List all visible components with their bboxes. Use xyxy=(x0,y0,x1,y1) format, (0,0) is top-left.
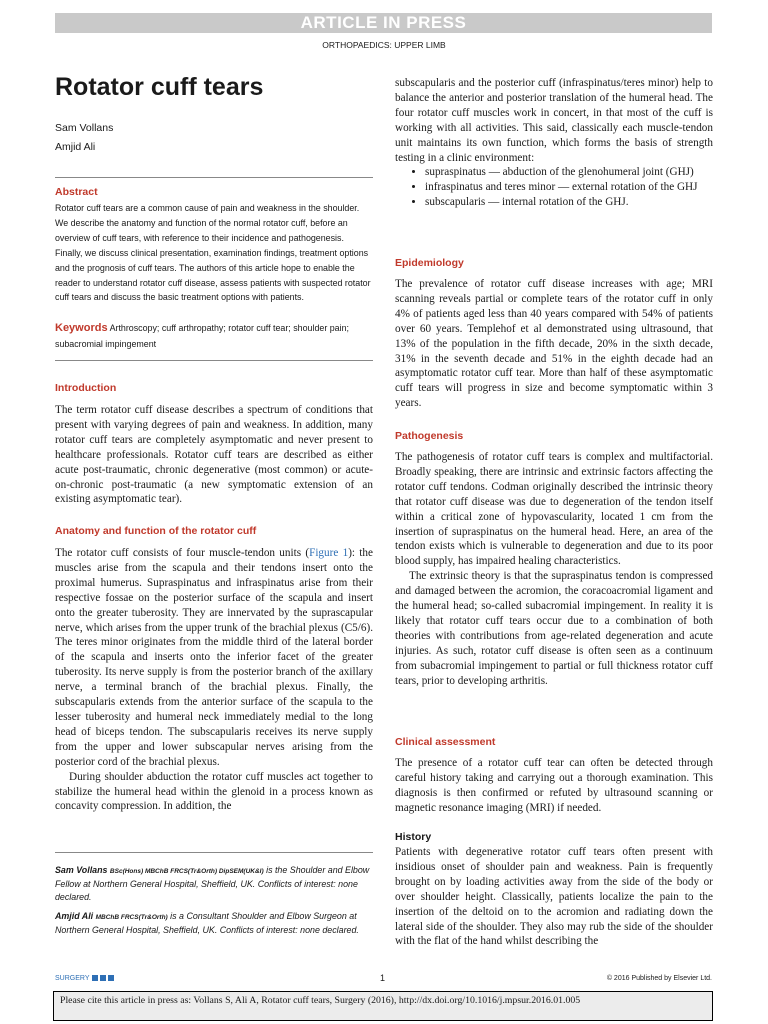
list-item: • infraspinatus and teres minor — external rotation of the GHJ xyxy=(425,180,713,195)
epidemiology-text xyxy=(395,277,713,411)
introduction-text xyxy=(55,403,373,507)
clinical-assessment-heading: Clinical assessment xyxy=(395,736,496,748)
abstract-bottom-rule xyxy=(55,360,373,361)
history-text xyxy=(395,845,713,949)
clinical-assessment-text xyxy=(395,756,713,816)
affil-text-1: is the Shoulder and Elbow Fellow at Northern General Hospital, Sheffield, UK. Conflicts of interest: none declared. xyxy=(55,865,370,902)
keywords xyxy=(55,320,373,352)
journal-label: SURGERY xyxy=(55,975,90,982)
journal-name xyxy=(55,975,114,982)
citation-box xyxy=(53,991,713,1021)
affil-quals-1: BSc(Hons) MBChB FRCS(Tr&Orth) DipSEM(UK&I) xyxy=(109,868,264,875)
epidemiology-paragraph: The prevalence of rotator cuff disease increases with age; MRI scanning reveals partial or complete tears of the rotator cuff in only 4% of patients aged less than 40 years compared with 54% of patients over 60 years. Templehof et al demonstrated using ultrasound, that 13% of the population in the fifth decade, 20% in the sixth decade, 31% in the seventh decade and 51% in the eighth decade had an asymptomatic rotator cuff tear. More than half of these asymptomatic cuff tears will progress in size and become symptomatic within 3 years. xyxy=(395,278,713,410)
clinical-assessment-paragraph: The presence of a rotator cuff tear can often be detected through careful history taking and carrying out a thorough examination. This diagnosis is then confirmed or refuted by ultrasound scanning or magnetic resonance imaging (MRI) if needed. xyxy=(395,757,713,814)
copyright: © 2016 Published by Elsevier Ltd. xyxy=(606,975,712,982)
keywords-text: Arthroscopy; cuff arthropathy; rotator cuff tear; shoulder pain; subacromial impingement xyxy=(55,323,349,349)
abstract-text: Rotator cuff tears are a common cause of pain and weakness in the shoulder. We describe the anatomy and function of the normal rotator cuff, before an overview of cuff tears, with reference to their incidence and pathogenesis. Finally, we discuss clinical presentation, examination findings, treatment options and the prognosis of cuff tears. The authors of this article hope to enable the reader to understand rotator cuff disease, assess patients with suspected rotator cuff tears and discuss the basic treatment options with patients. xyxy=(55,203,371,303)
anatomy-paragraph-3: subscapularis and the posterior cuff (infraspinatus/teres minor) help to balance the anterior and posterior translation of the humeral head. The four rotator cuff muscles work in concert, in that most of the cuff is working with all activities. This said, classically each muscle-tendon unit maintains its own function, which forms the basis of strength testing in a clinic environment: xyxy=(395,77,713,164)
muscle-function-list xyxy=(395,165,713,210)
list-item: • subscapularis — internal rotation of the GHJ. xyxy=(425,195,713,210)
affil-quals-2: MBChB FRCS(Tr&Orth) xyxy=(95,914,168,921)
affiliation-ali xyxy=(55,910,373,937)
pathogenesis-heading: Pathogenesis xyxy=(395,430,464,442)
keywords-label: Keywords xyxy=(55,322,108,334)
journal-squares-icon xyxy=(90,975,114,982)
author-1: Sam Vollans xyxy=(55,122,114,134)
article-in-press-banner: ARTICLE IN PRESS xyxy=(55,13,712,33)
running-head: ORTHOPAEDICS: UPPER LIMB xyxy=(322,40,446,50)
introduction-heading: Introduction xyxy=(55,382,117,394)
anatomy-text xyxy=(55,546,373,814)
pathogenesis-paragraph-1: The pathogenesis of rotator cuff tears is complex and multifactorial. Broadly speaking, there are intrinsic and extrinsic factors affecting the rotator cuff tendons. Codman originally described the intrinsic theory that rotator cuff disease was due to degeneration of the tendon itself within a critical zone of hypovascularity, located 1 cm from the insertion of supraspinatus on the humeral head. Here, an area of the tendon exists which is vulnerable to degeneration and due to its poor blood supply, has impaired healing characteristics. xyxy=(395,451,713,568)
pathogenesis-paragraph-2: The extrinsic theory is that the supraspinatus tendon is compressed and damaged between the acromion, the coracoacromial ligament and the humeral head; so-called subacromial impingement. In reality it is likely that rotator cuff tears occur due to a combination of both theories with contributions from age-related degeneration and acute injuries. As such, rotator cuff disease is often seen as a continuum from subacromial impingement to partial or full thickness rotator cuff tears, prior to developing arthritis. xyxy=(395,570,713,687)
history-heading: History xyxy=(395,831,432,843)
affil-text-2: is a Consultant Shoulder and Elbow Surgeon at Northern General Hospital, Sheffield, UK. Conflicts of interest: none declared. xyxy=(55,911,359,935)
affiliation-vollans xyxy=(55,864,373,904)
abstract-heading: Abstract xyxy=(55,186,98,198)
author-2: Amjid Ali xyxy=(55,141,96,153)
abstract-top-rule xyxy=(55,177,373,178)
introduction-paragraph: The term rotator cuff disease describes a spectrum of conditions that present with varying degrees of pain and weakness. In addition, many rotator cuff tears are completely asymptomatic and never present to healthcare professionals. Rotator cuff tears are described as either acute post-traumatic, chronic degenerative (most common) or acute-on-chronic post-traumatic (a new symptomatic extension of an existing asymptomatic tear). xyxy=(55,404,373,506)
anatomy-heading: Anatomy and function of the rotator cuff xyxy=(55,525,257,537)
affil-name-1: Sam Vollans xyxy=(55,865,108,875)
anatomy-p1-start: The rotator cuff consists of four muscle-tendon units ( xyxy=(55,547,310,559)
citation-text: Please cite this article in press as: Vollans S, Ali A, Rotator cuff tears, Surgery (2016), http://dx.doi.org/10.1016/j.mpsur.2016.01.005 xyxy=(60,995,581,1006)
affiliation-rule xyxy=(55,852,373,853)
page-number: 1 xyxy=(380,973,386,983)
anatomy-paragraph-1 xyxy=(55,546,373,770)
figure-1-link[interactable]: Figure 1 xyxy=(309,547,349,559)
list-item: • supraspinatus — abduction of the glenohumeral joint (GHJ) xyxy=(425,165,713,180)
epidemiology-heading: Epidemiology xyxy=(395,257,464,269)
pathogenesis-text xyxy=(395,450,713,689)
affil-name-2: Amjid Ali xyxy=(55,911,94,921)
history-paragraph: Patients with degenerative rotator cuff tears often present with insidious onset of shoulder pain and weakness. Pain is frequently brought on by loading activities away from the side of the body or over shoulder height. Classically, patients localize the pain to the insertion of the deltoid on to the acromion and radiating down the lateral side of the shoulder. They also may rub the side of the shoulder with the flat of the hand whilst describing the xyxy=(395,846,713,948)
anatomy-p1-rest: ): the muscles arise from the scapula and their tendons insert onto the proximal humerus. Supraspinatus and infraspinatus arise from their respective fossae on the posterior surface of the scapula and insert onto the greater tuberosity. They are innervated by the suprascapular nerve, which arises from the upper trunk of the brachial plexus (C5/6). The teres minor originates from the middle third of the lateral border of the scapula and inserts onto the inferior facet of the greater tuberosity. Its nerve supply is from the posterior branch of the axillary nerve, a terminal branch of the brachial plexus. Finally, the subscapularis extends from the anterior surface of the scapula to the lesser tuberosity and humeral neck immediately medial to the long head of biceps tendon. The subscapularis receives its nerve supply from the upper and lower subscapular nerves arising from the posterior cord of the brachial plexus. xyxy=(55,547,373,768)
anatomy-continued xyxy=(395,76,713,210)
article-title: Rotator cuff tears xyxy=(55,73,264,101)
abstract xyxy=(55,185,373,305)
anatomy-paragraph-2: During shoulder abduction the rotator cuff muscles act together to stabilize the humeral head within the glenoid in a process known as concavity compression. In addition, the xyxy=(55,770,373,813)
